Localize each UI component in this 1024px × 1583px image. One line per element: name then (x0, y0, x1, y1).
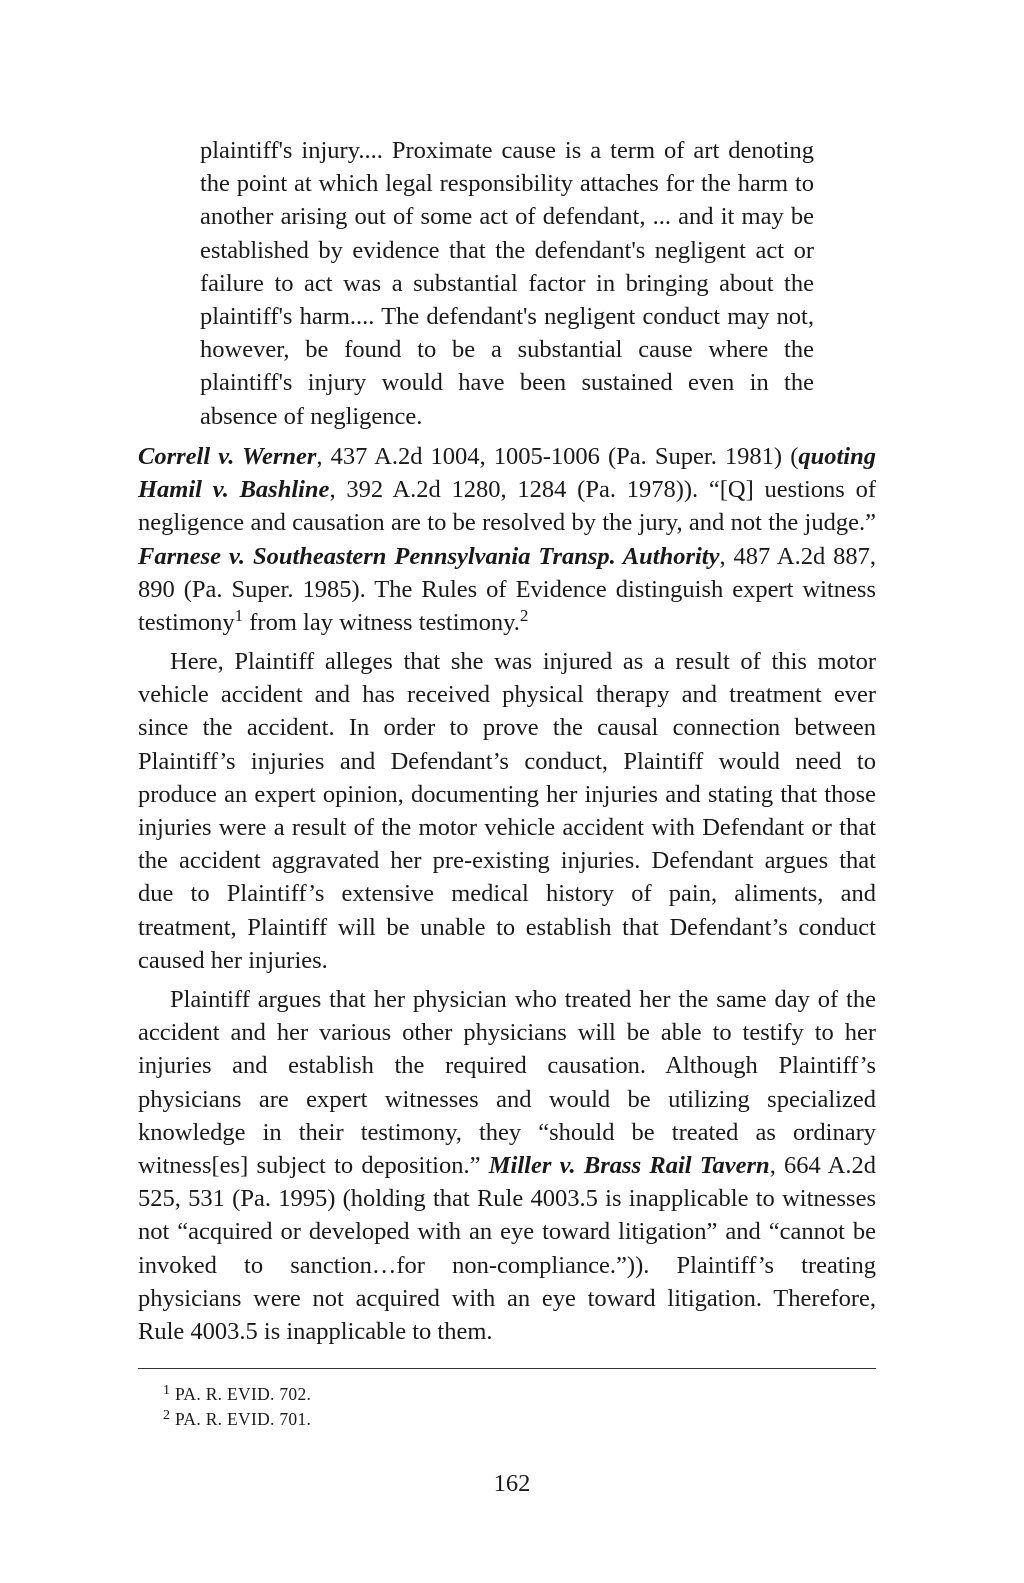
citation-text: from lay witness testimony. (243, 609, 520, 637)
footnote-ref-1: 1 (234, 606, 244, 626)
citation-text: , 487 A.2d 887, 890 (Pa. Super. 1985). The Rules of Evidence distinguish expert witness testimony (138, 542, 877, 637)
block-quote: plaintiff's injury.... Proximate cause is a term of art denoting the point at which legal responsibility attaches for the harm to another arising out of some act of defendant, ... and it may be established by evidence that the defendant's negligent act or failure to act was a substantial factor in bringing about the plaintiff's harm.... The defendant's negligent conduct may not, however, be found to be a substantial cause where the plaintiff's injury would have been sustained even in the absence of negligence. (200, 137, 814, 430)
page-number: 162 (493, 1470, 531, 1497)
paragraph-citations (138, 440, 876, 639)
footnote-2 (163, 1407, 311, 1431)
citation-text: , 392 A.2d 1280, 1284 (Pa. 1978)). “[Q] uestions of negligence and causation are to be resolved by the jury, and not the judge.” (138, 476, 876, 537)
footnote-text: PA. R. EVID. 702. (175, 1384, 312, 1404)
paragraph-plaintiff-argues (138, 983, 876, 1348)
footnote-divider (138, 1368, 876, 1369)
case-name-miller: Miller v. Brass Rail Tavern (488, 1152, 770, 1180)
case-name-hamil: quoting Hamil v. Bashline (138, 443, 876, 504)
citation-text: , 437 A.2d 1004, 1005-1006 (Pa. Super. 1981) ( (316, 443, 799, 470)
footnote-ref-2: 2 (519, 606, 529, 626)
body-text: Plaintiff argues that her physician who treated her the same day of the accident and her various other physicians will be able to testify to her injuries and establish the required causation. Although Plaintiff’s physicians are expert witnesses and would be utilizing specialized knowledge in their testimony, they “should be treated as ordinary witness[es] subject to deposition.” (138, 986, 876, 1180)
footnote-number: 2 (163, 1408, 171, 1423)
case-name-correll: Correll v. Werner (138, 443, 317, 470)
body-text: , 664 A.2d 525, 531 (Pa. 1995) (holding that Rule 4003.5 is inapplicable to witnesses not “acquired or developed with an eye toward litigation” and “cannot be invoked to sanction…for non-compliance.”)). Plaintiff’s treating physicians were not acquired with an eye toward litigation. Therefore, Rule 4003.5 is inapplicable to them. (138, 1152, 877, 1346)
footnote-number: 1 (163, 1383, 171, 1398)
case-name-farnese: Farnese v. Southeastern Pennsylvania Transp. Authority (138, 542, 720, 570)
footnote-1 (163, 1382, 311, 1406)
footnote-text: PA. R. EVID. 701. (175, 1409, 312, 1429)
paragraph-plaintiff-alleges: Here, Plaintiff alleges that she was injured as a result of this motor vehicle accident and has received physical therapy and treatment ever since the accident. In order to prove the causal connection between Plaintiff’s injuries and Defendant’s conduct, Plaintiff would need to produce an expert opinion, documenting her injuries and stating that those injuries were a result of the motor vehicle accident with Defendant or that the accident aggravated her pre-existing injuries. Defendant argues that due to Plaintiff’s extensive medical history of pain, aliments, and treatment, Plaintiff will be unable to establish that Defendant’s conduct caused her injuries. (138, 648, 876, 974)
